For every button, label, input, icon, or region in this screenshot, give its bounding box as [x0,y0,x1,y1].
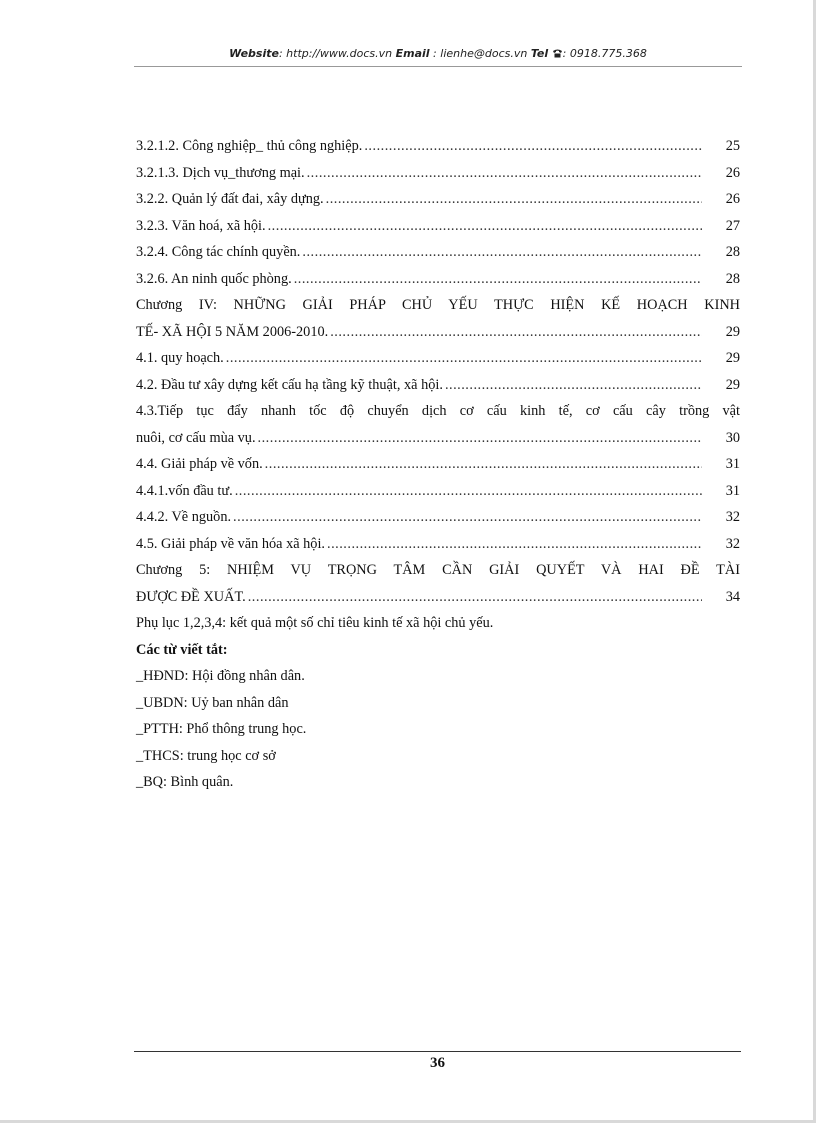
toc-page-number: 26 [725,191,740,207]
appendix-line: Phụ lục 1,2,3,4: kết quả một số chỉ tiêu kinh tế xã hội chủ yếu. [136,615,494,631]
toc-page-number: 28 [725,244,740,260]
toc-entry-title: 4.4.2. Về nguồn. [136,509,232,525]
toc-entry [136,425,740,452]
toc-entry-title: 4.5. Giải pháp về văn hóa xã hội. [136,535,325,552]
abbreviation-item: _PTTH: Phổ thông trung học. [136,721,307,737]
toc-entry-title: 3.2.1.3. Dịch vụ_thương mại. [136,164,305,181]
toc-dot-leader [307,160,702,187]
toc-page-number: 34 [725,588,740,605]
toc-page-number: 29 [725,323,740,340]
toc-entry [136,213,740,240]
toc-entry [136,478,740,505]
toc-dot-leader [364,133,702,160]
toc-entry [136,266,740,293]
toc-entry-title: Chương IV: NHỮNG GIẢI PHÁP CHỦ YẾU THỰC HIỆN KẾ HOẠCH KINH [136,297,740,313]
toc-dot-leader [268,213,702,240]
website-url: : http://www.docs.vn [278,47,393,60]
website-label: Website [229,47,279,60]
toc-entry [136,345,740,372]
toc-page-number: 30 [725,429,740,446]
toc-entry-title: TẾ- XÃ HỘI 5 NĂM 2006-2010. [136,323,329,340]
toc-dot-leader [226,345,702,372]
toc-page-number: 25 [725,138,740,154]
abbreviations-title: Các từ viết tắt: [136,641,228,658]
toc-entry-title: 4.1. quy hoạch. [136,350,224,366]
toc-entry [136,160,740,187]
toc-page-number: 32 [725,509,740,525]
phone-icon [552,48,563,58]
abbreviation-item: _BQ: Bình quân. [136,774,234,790]
toc-page-number: 26 [725,164,740,181]
toc-entry [136,372,740,399]
toc-entries [136,133,740,610]
footer-rule [134,1051,741,1052]
toc-page-number: 31 [725,456,740,472]
toc-entry [136,239,740,266]
toc-entry [136,504,740,531]
page-number: 36 [430,1055,445,1071]
abbreviation-item: _HĐND: Hội đồng nhân dân. [136,668,305,684]
toc-entry [136,186,740,213]
toc-entry-title: nuôi, cơ cấu mùa vụ. [136,429,256,446]
toc-dot-leader [258,425,702,452]
toc-page-number: 28 [725,270,740,287]
toc-entry-title: 3.2.1.2. Công nghiệp_ thủ công nghiệp. [136,138,363,154]
toc-entry [136,584,740,611]
toc-dot-leader [445,372,702,399]
table-of-contents [136,133,740,796]
toc-dot-leader [294,266,702,293]
tel-label: Tel [530,47,549,60]
toc-entry [136,319,740,346]
tel-number: : 0918.775.368 [562,47,647,60]
toc-entry-title: 3.2.3. Văn hoá, xã hội. [136,217,266,234]
toc-dot-leader [235,478,702,505]
toc-entry [136,451,740,478]
toc-dot-leader [330,319,702,346]
abbreviations-list [136,663,740,796]
toc-entry-title: 3.2.4. Công tác chính quyền. [136,244,301,260]
header-rule [134,66,742,67]
toc-page-number: 27 [725,217,740,234]
toc-dot-leader [248,584,702,611]
toc-entry-title: 4.4.1.vốn đầu tư. [136,482,233,499]
toc-entry-title: Chương 5: NHIỆM VỤ TRỌNG TÂM CẦN GIẢI QUYẾT VÀ HAI ĐỀ TÀI [136,562,740,578]
toc-entry-title: 3.2.6. An ninh quốc phòng. [136,270,292,287]
toc-entry-title: 4.2. Đầu tư xây dựng kết cấu hạ tầng kỹ thuật, xã hội. [136,376,443,393]
toc-entry [136,133,740,160]
email-address: : lienhe@docs.vn [429,47,528,60]
email-label: Email [395,47,430,60]
toc-entry-title: 4.3.Tiếp tục đẩy nhanh tốc độ chuyển dịch cơ cấu kinh tế, cơ cấu cây trồng vật [136,403,740,419]
toc-entry-title: 3.2.2. Quản lý đất đai, xây dựng. [136,191,324,207]
toc-dot-leader [326,186,702,213]
toc-page-number: 32 [725,535,740,552]
abbreviation-item: _UBDN: Uỷ ban nhân dân [136,694,289,711]
toc-page-number: 31 [725,482,740,499]
page-header [134,47,742,60]
abbreviation-item: _THCS: trung học cơ sở [136,747,276,764]
toc-entry [136,531,740,558]
toc-dot-leader [265,451,702,478]
toc-page-number: 29 [725,350,740,366]
toc-entry-title: ĐƯỢC ĐỀ XUẤT. [136,588,246,605]
toc-dot-leader [233,504,702,531]
toc-entry-title: 4.4. Giải pháp về vốn. [136,456,263,472]
toc-page-number: 29 [725,376,740,393]
toc-dot-leader [302,239,702,266]
toc-dot-leader [327,531,702,558]
